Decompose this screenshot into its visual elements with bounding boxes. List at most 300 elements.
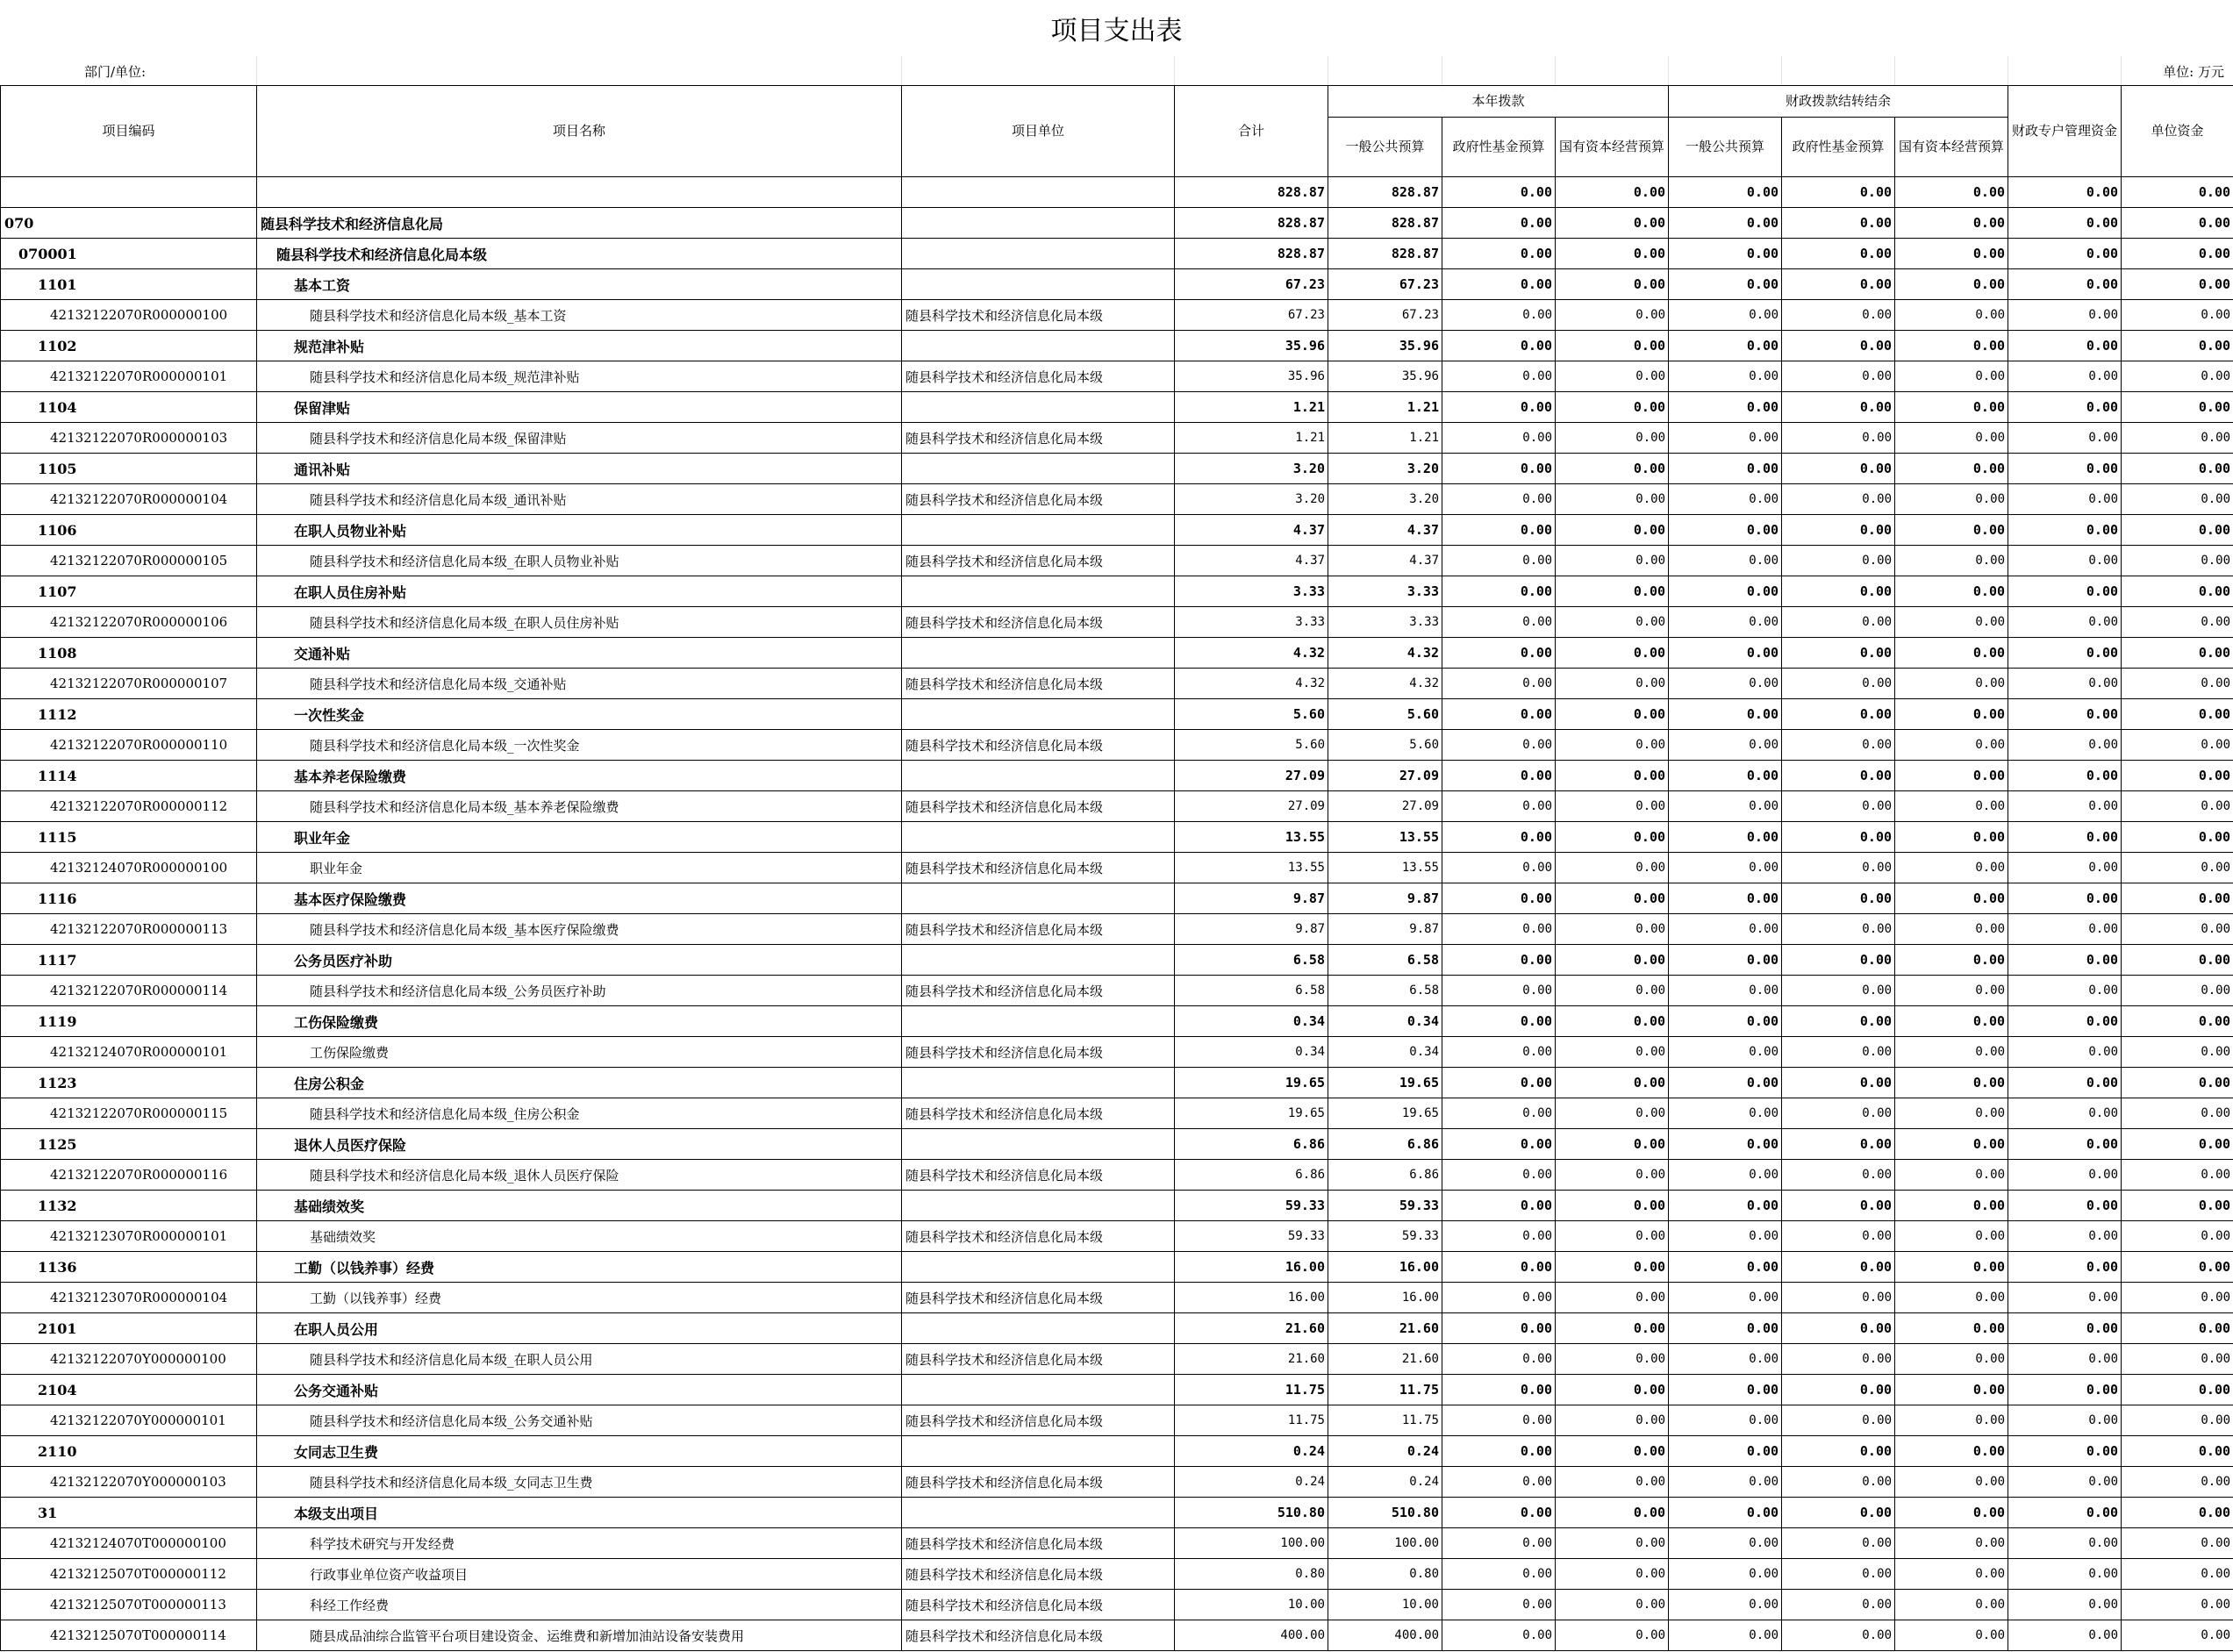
- cell-value: 0.00: [1782, 1559, 1895, 1590]
- cell-name: [257, 177, 902, 208]
- cell-value: 0.00: [2008, 177, 2122, 208]
- cell-value: 0.00: [1442, 976, 1556, 1006]
- cell-value: 5.60: [1328, 730, 1442, 761]
- table-row: [1, 638, 2233, 669]
- cell-value: 0.00: [1782, 1098, 1895, 1129]
- cell-value: 0.00: [1895, 669, 2008, 699]
- cell-value: 6.86: [1175, 1160, 1328, 1191]
- cell-value: 0.00: [2008, 1160, 2122, 1191]
- cell-value: 510.80: [1328, 1498, 1442, 1528]
- cell-value: 0.00: [1782, 883, 1895, 914]
- cell-value: 3.20: [1328, 454, 1442, 484]
- cell-code: 1132: [1, 1191, 257, 1221]
- cell-value: 0.00: [1442, 484, 1556, 515]
- cell-value: 4.32: [1328, 669, 1442, 699]
- cell-value: 27.09: [1328, 761, 1442, 791]
- cell-value: 0.00: [1669, 1191, 1782, 1221]
- cell-value: 0.00: [2008, 1068, 2122, 1098]
- cell-value: 0.00: [1556, 1498, 1669, 1528]
- cell-name: 随县科学技术和经济信息化局本级_基本医疗保险缴费: [257, 914, 902, 945]
- cell-value: 0.00: [1895, 1006, 2008, 1037]
- cell-value: 0.00: [1556, 1283, 1669, 1313]
- cell-value: 0.00: [1556, 239, 1669, 269]
- cell-value: 0.00: [1669, 730, 1782, 761]
- cell-value: 9.87: [1175, 883, 1328, 914]
- cell-value: 0.00: [1895, 331, 2008, 361]
- table-row: [1, 515, 2233, 546]
- cell-value: 0.00: [1782, 331, 1895, 361]
- cell-unit: [902, 1498, 1175, 1528]
- cell-value: 0.00: [1782, 1405, 1895, 1436]
- cell-value: 0.00: [1556, 1375, 1669, 1405]
- cell-unit: 随县科学技术和经济信息化局本级: [902, 1037, 1175, 1068]
- cell-value: 0.00: [1782, 1313, 1895, 1344]
- cell-unit: [902, 1006, 1175, 1037]
- cell-value: 0.00: [2122, 1098, 2233, 1129]
- header-gov-fund-budget: 政府性基金预算: [1442, 118, 1556, 177]
- cell-unit: [902, 1068, 1175, 1098]
- cell-value: 0.00: [2122, 1405, 2233, 1436]
- cell-value: 0.00: [1669, 1160, 1782, 1191]
- cell-name: 工勤（以钱养事）经费: [257, 1283, 902, 1313]
- cell-value: 0.00: [1782, 976, 1895, 1006]
- cell-unit: [902, 208, 1175, 239]
- cell-code: 1119: [1, 1006, 257, 1037]
- cell-name: 随县科学技术和经济信息化局本级: [257, 239, 902, 269]
- table-row: [1, 822, 2233, 853]
- cell-value: 13.55: [1175, 822, 1328, 853]
- header-total: 合计: [1175, 86, 1328, 177]
- cell-code: 1106: [1, 515, 257, 546]
- cell-code: 42132122070R000000101: [1, 361, 257, 392]
- cell-value: 0.00: [1442, 177, 1556, 208]
- cell-name: 规范津补贴: [257, 331, 902, 361]
- cell-unit: 随县科学技术和经济信息化局本级: [902, 976, 1175, 1006]
- cell-value: 0.00: [1669, 576, 1782, 607]
- cell-value: 0.00: [1895, 945, 2008, 976]
- cell-value: 0.00: [2122, 761, 2233, 791]
- cell-value: 0.00: [1782, 239, 1895, 269]
- cell-value: 0.00: [1556, 1252, 1669, 1283]
- cell-value: 0.00: [1895, 576, 2008, 607]
- cell-unit: [902, 239, 1175, 269]
- cell-value: 0.00: [1669, 515, 1782, 546]
- cell-name: 随县科学技术和经济信息化局本级_退休人员医疗保险: [257, 1160, 902, 1191]
- cell-value: 0.00: [1895, 853, 2008, 883]
- cell-value: 0.00: [1895, 1590, 2008, 1620]
- cell-code: 31: [1, 1498, 257, 1528]
- cell-name: 行政事业单位资产收益项目: [257, 1559, 902, 1590]
- cell-value: 16.00: [1175, 1283, 1328, 1313]
- cell-value: 0.00: [2122, 331, 2233, 361]
- cell-name: 基础绩效奖: [257, 1221, 902, 1252]
- cell-value: 0.00: [1669, 1436, 1782, 1467]
- cell-value: 0.00: [1442, 1405, 1556, 1436]
- cell-value: 67.23: [1175, 300, 1328, 331]
- table-row: [1, 177, 2233, 208]
- cell-value: 0.00: [1442, 914, 1556, 945]
- cell-name: 在职人员住房补贴: [257, 576, 902, 607]
- table-row: [1, 1528, 2233, 1559]
- cell-value: 0.00: [1782, 669, 1895, 699]
- cell-value: 0.00: [1782, 1375, 1895, 1405]
- cell-value: 0.00: [2008, 761, 2122, 791]
- header-carryover-general: 一般公共预算: [1669, 118, 1782, 177]
- cell-name: 随县科学技术和经济信息化局本级_交通补贴: [257, 669, 902, 699]
- table-row: [1, 607, 2233, 638]
- cell-value: 0.00: [1442, 1191, 1556, 1221]
- cell-name: 随县科学技术和经济信息化局本级_通讯补贴: [257, 484, 902, 515]
- cell-value: 0.00: [1782, 1037, 1895, 1068]
- table-row: [1, 1037, 2233, 1068]
- cell-value: 0.00: [1556, 1344, 1669, 1375]
- cell-value: 0.00: [2122, 730, 2233, 761]
- cell-value: 0.00: [1556, 1467, 1669, 1498]
- cell-value: 0.00: [1782, 699, 1895, 730]
- cell-value: 0.00: [1669, 1528, 1782, 1559]
- cell-value: 0.00: [1782, 300, 1895, 331]
- cell-value: 0.00: [1782, 1344, 1895, 1375]
- header-state-capital-budget: 国有资本经营预算: [1556, 118, 1669, 177]
- cell-unit: 随县科学技术和经济信息化局本级: [902, 1283, 1175, 1313]
- cell-value: 0.00: [1895, 914, 2008, 945]
- cell-value: 59.33: [1175, 1191, 1328, 1221]
- table-row: [1, 1590, 2233, 1620]
- cell-unit: 随县科学技术和经济信息化局本级: [902, 791, 1175, 822]
- table-row: [1, 853, 2233, 883]
- cell-value: 0.00: [2122, 300, 2233, 331]
- table-row: [1, 269, 2233, 300]
- cell-unit: [902, 822, 1175, 853]
- cell-value: 0.00: [2122, 853, 2233, 883]
- cell-value: 0.00: [1895, 1160, 2008, 1191]
- table-row: [1, 208, 2233, 239]
- table-row: [1, 484, 2233, 515]
- cell-value: 0.00: [1556, 730, 1669, 761]
- cell-value: 0.00: [1669, 1129, 1782, 1160]
- cell-value: 6.86: [1328, 1160, 1442, 1191]
- cell-value: 0.00: [2008, 730, 2122, 761]
- cell-unit: [902, 945, 1175, 976]
- cell-value: 21.60: [1328, 1344, 1442, 1375]
- cell-value: 0.00: [1442, 883, 1556, 914]
- cell-value: 16.00: [1328, 1283, 1442, 1313]
- unit-label: 单位: 万元: [2163, 64, 2224, 80]
- cell-unit: [902, 331, 1175, 361]
- table-row: [1, 546, 2233, 576]
- cell-value: 0.34: [1328, 1037, 1442, 1068]
- cell-value: 11.75: [1328, 1405, 1442, 1436]
- cell-value: 0.00: [2008, 945, 2122, 976]
- cell-value: 0.00: [1442, 1129, 1556, 1160]
- cell-value: 4.37: [1328, 515, 1442, 546]
- cell-value: 6.58: [1175, 945, 1328, 976]
- cell-value: 6.86: [1328, 1129, 1442, 1160]
- cell-value: 3.33: [1328, 576, 1442, 607]
- cell-value: 59.33: [1328, 1221, 1442, 1252]
- cell-value: 100.00: [1175, 1528, 1328, 1559]
- cell-value: 0.00: [2008, 1375, 2122, 1405]
- cell-value: 0.00: [2008, 1405, 2122, 1436]
- cell-value: 1.21: [1175, 392, 1328, 423]
- cell-value: 0.00: [1442, 669, 1556, 699]
- cell-value: 5.60: [1328, 699, 1442, 730]
- cell-value: 13.55: [1175, 853, 1328, 883]
- cell-value: 0.00: [1669, 914, 1782, 945]
- cell-value: 0.00: [2008, 883, 2122, 914]
- cell-value: 0.00: [1556, 1528, 1669, 1559]
- cell-value: 0.00: [2008, 515, 2122, 546]
- cell-value: 0.00: [1442, 361, 1556, 392]
- cell-value: 0.00: [1782, 730, 1895, 761]
- cell-value: 0.00: [1782, 1467, 1895, 1498]
- cell-value: 0.00: [2008, 454, 2122, 484]
- cell-value: 0.00: [1442, 208, 1556, 239]
- table-row: [1, 945, 2233, 976]
- table-row: [1, 791, 2233, 822]
- cell-value: 0.00: [2122, 576, 2233, 607]
- table-row: [1, 1252, 2233, 1283]
- cell-value: 0.00: [2008, 392, 2122, 423]
- cell-value: 0.00: [2008, 576, 2122, 607]
- cell-value: 4.37: [1175, 515, 1328, 546]
- cell-name: 随县科学技术和经济信息化局本级_公务交通补贴: [257, 1405, 902, 1436]
- header-general-budget: 一般公共预算: [1328, 118, 1442, 177]
- table-row: [1, 669, 2233, 699]
- cell-unit: 随县科学技术和经济信息化局本级: [902, 1098, 1175, 1129]
- cell-value: 0.00: [1895, 1283, 2008, 1313]
- cell-code: 1112: [1, 699, 257, 730]
- cell-value: 27.09: [1328, 791, 1442, 822]
- cell-code: [1, 177, 257, 208]
- cell-value: 0.00: [1782, 638, 1895, 669]
- cell-code: 42132122070Y000000100: [1, 1344, 257, 1375]
- cell-value: 0.00: [1669, 638, 1782, 669]
- cell-value: 0.00: [1442, 761, 1556, 791]
- cell-value: 0.00: [1895, 1313, 2008, 1344]
- page-title: 项目支出表: [1050, 16, 1183, 46]
- cell-value: 0.00: [2008, 1436, 2122, 1467]
- cell-value: 0.00: [1669, 883, 1782, 914]
- cell-value: 0.00: [2008, 1098, 2122, 1129]
- cell-value: 35.96: [1175, 331, 1328, 361]
- cell-value: 0.00: [2122, 1590, 2233, 1620]
- cell-name: 随县科学技术和经济信息化局本级_公务员医疗补助: [257, 976, 902, 1006]
- cell-code: 42132122070R000000112: [1, 791, 257, 822]
- cell-value: 0.00: [1556, 607, 1669, 638]
- cell-value: 3.33: [1175, 576, 1328, 607]
- cell-value: 0.00: [1556, 914, 1669, 945]
- cell-value: 4.37: [1175, 546, 1328, 576]
- cell-value: 0.00: [2008, 914, 2122, 945]
- cell-value: 0.00: [1669, 423, 1782, 454]
- cell-name: 基本养老保险缴费: [257, 761, 902, 791]
- cell-value: 0.34: [1175, 1037, 1328, 1068]
- cell-value: 0.00: [1782, 484, 1895, 515]
- cell-value: 0.00: [1556, 392, 1669, 423]
- cell-value: 0.00: [2122, 945, 2233, 976]
- cell-unit: [902, 1191, 1175, 1221]
- cell-value: 0.00: [2008, 1620, 2122, 1651]
- header-name: 项目名称: [257, 86, 902, 177]
- cell-value: 0.00: [1895, 1221, 2008, 1252]
- cell-value: 0.00: [2008, 638, 2122, 669]
- cell-code: 1104: [1, 392, 257, 423]
- cell-value: 67.23: [1328, 300, 1442, 331]
- cell-value: 0.00: [1895, 454, 2008, 484]
- cell-value: 21.60: [1175, 1313, 1328, 1344]
- cell-value: 0.00: [1442, 1528, 1556, 1559]
- cell-value: 4.37: [1328, 546, 1442, 576]
- cell-value: 0.00: [2008, 1467, 2122, 1498]
- cell-name: 通讯补贴: [257, 454, 902, 484]
- cell-value: 0.00: [1895, 1252, 2008, 1283]
- cell-value: 0.00: [2008, 607, 2122, 638]
- cell-value: 0.00: [1782, 1283, 1895, 1313]
- cell-unit: [902, 454, 1175, 484]
- cell-code: 42132122070R000000105: [1, 546, 257, 576]
- cell-value: 0.00: [1895, 1098, 2008, 1129]
- cell-value: 0.00: [2122, 239, 2233, 269]
- cell-unit: [902, 761, 1175, 791]
- cell-value: 0.00: [1556, 269, 1669, 300]
- cell-unit: [902, 638, 1175, 669]
- cell-value: 0.00: [2122, 454, 2233, 484]
- cell-value: 0.00: [2122, 1191, 2233, 1221]
- cell-code: 42132122070R000000100: [1, 300, 257, 331]
- table-row: [1, 699, 2233, 730]
- cell-value: 0.00: [1669, 1344, 1782, 1375]
- cell-value: 0.00: [2008, 1252, 2122, 1283]
- table-row: [1, 1191, 2233, 1221]
- cell-value: 21.60: [1328, 1313, 1442, 1344]
- cell-value: 0.00: [2008, 484, 2122, 515]
- cell-value: 0.00: [1782, 392, 1895, 423]
- cell-value: 0.00: [2008, 423, 2122, 454]
- cell-value: 0.00: [1782, 1129, 1895, 1160]
- cell-value: 0.00: [1782, 1590, 1895, 1620]
- cell-value: 0.00: [2008, 300, 2122, 331]
- header-special-account: 财政专户管理资金: [2008, 86, 2122, 177]
- cell-value: 0.00: [2008, 791, 2122, 822]
- cell-value: 0.00: [2008, 1129, 2122, 1160]
- cell-value: 0.00: [2122, 546, 2233, 576]
- cell-value: 0.00: [2008, 1498, 2122, 1528]
- cell-value: 19.65: [1175, 1098, 1328, 1129]
- cell-value: 0.00: [1556, 454, 1669, 484]
- cell-name: 随县科学技术和经济信息化局本级_一次性奖金: [257, 730, 902, 761]
- cell-value: 0.00: [1782, 1191, 1895, 1221]
- cell-value: 0.00: [1442, 1375, 1556, 1405]
- cell-value: 0.00: [1782, 361, 1895, 392]
- cell-value: 0.00: [1669, 1068, 1782, 1098]
- cell-code: 42132123070R000000104: [1, 1283, 257, 1313]
- cell-value: 510.80: [1175, 1498, 1328, 1528]
- cell-name: 职业年金: [257, 822, 902, 853]
- cell-value: 0.00: [1556, 822, 1669, 853]
- cell-code: 42132122070R000000107: [1, 669, 257, 699]
- cell-value: 0.00: [2008, 546, 2122, 576]
- cell-unit: [902, 515, 1175, 546]
- cell-value: 0.00: [1669, 361, 1782, 392]
- table-row: [1, 914, 2233, 945]
- cell-value: 0.00: [2122, 1559, 2233, 1590]
- cell-value: 0.00: [1895, 177, 2008, 208]
- cell-value: 21.60: [1175, 1344, 1328, 1375]
- cell-value: 35.96: [1328, 361, 1442, 392]
- cell-value: 0.00: [1782, 546, 1895, 576]
- cell-name: 随县科学技术和经济信息化局本级_基本养老保险缴费: [257, 791, 902, 822]
- cell-value: 0.00: [1442, 945, 1556, 976]
- cell-value: 9.87: [1328, 914, 1442, 945]
- cell-code: 42132124070T000000100: [1, 1528, 257, 1559]
- cell-unit: 随县科学技术和经济信息化局本级: [902, 1467, 1175, 1498]
- cell-code: 2110: [1, 1436, 257, 1467]
- cell-name: 退休人员医疗保险: [257, 1129, 902, 1160]
- cell-value: 0.00: [2008, 1590, 2122, 1620]
- cell-value: 0.00: [1556, 300, 1669, 331]
- cell-unit: 随县科学技术和经济信息化局本级: [902, 730, 1175, 761]
- cell-code: 1101: [1, 269, 257, 300]
- cell-value: 0.00: [1895, 638, 2008, 669]
- cell-name: 本级支出项目: [257, 1498, 902, 1528]
- cell-value: 0.00: [1556, 1221, 1669, 1252]
- cell-value: 0.00: [1895, 484, 2008, 515]
- cell-name: 职业年金: [257, 853, 902, 883]
- cell-code: 42132123070R000000101: [1, 1221, 257, 1252]
- table-row: [1, 1620, 2233, 1651]
- cell-value: 0.00: [1782, 423, 1895, 454]
- cell-value: 0.00: [1669, 1037, 1782, 1068]
- cell-value: 0.00: [2122, 1037, 2233, 1068]
- cell-value: 0.00: [1895, 392, 2008, 423]
- cell-value: 0.00: [1442, 1160, 1556, 1191]
- cell-value: 0.00: [1669, 1559, 1782, 1590]
- cell-value: 100.00: [1328, 1528, 1442, 1559]
- cell-value: 59.33: [1175, 1221, 1328, 1252]
- cell-value: 0.00: [1895, 761, 2008, 791]
- cell-value: 0.00: [2122, 515, 2233, 546]
- cell-value: 0.00: [1782, 1006, 1895, 1037]
- cell-value: 0.00: [1895, 699, 2008, 730]
- cell-value: 6.86: [1175, 1129, 1328, 1160]
- cell-unit: [902, 576, 1175, 607]
- cell-unit: [902, 1129, 1175, 1160]
- cell-value: 0.00: [2008, 1559, 2122, 1590]
- header-own-funds: 单位资金: [2122, 86, 2233, 177]
- cell-code: 42132125070T000000113: [1, 1590, 257, 1620]
- cell-value: 0.00: [2122, 1129, 2233, 1160]
- table-body: [1, 177, 2233, 1651]
- cell-value: 0.00: [2008, 1313, 2122, 1344]
- cell-name: 交通补贴: [257, 638, 902, 669]
- cell-value: 0.00: [1556, 1098, 1669, 1129]
- cell-value: 0.00: [1669, 1498, 1782, 1528]
- cell-value: 0.00: [1442, 269, 1556, 300]
- cell-code: 42132122070R000000106: [1, 607, 257, 638]
- cell-unit: [902, 1252, 1175, 1283]
- cell-value: 0.00: [1442, 239, 1556, 269]
- cell-name: 随县科学技术和经济信息化局本级_在职人员住房补贴: [257, 607, 902, 638]
- cell-value: 0.00: [2008, 239, 2122, 269]
- cell-value: 0.00: [1442, 1221, 1556, 1252]
- table-row: [1, 1467, 2233, 1498]
- cell-name: 随县成品油综合监管平台项目建设资金、运维费和新增加油站设备安装费用: [257, 1620, 902, 1651]
- cell-value: 0.00: [2122, 669, 2233, 699]
- cell-value: 4.32: [1175, 669, 1328, 699]
- cell-value: 0.00: [2122, 1283, 2233, 1313]
- cell-code: 42132122070Y000000103: [1, 1467, 257, 1498]
